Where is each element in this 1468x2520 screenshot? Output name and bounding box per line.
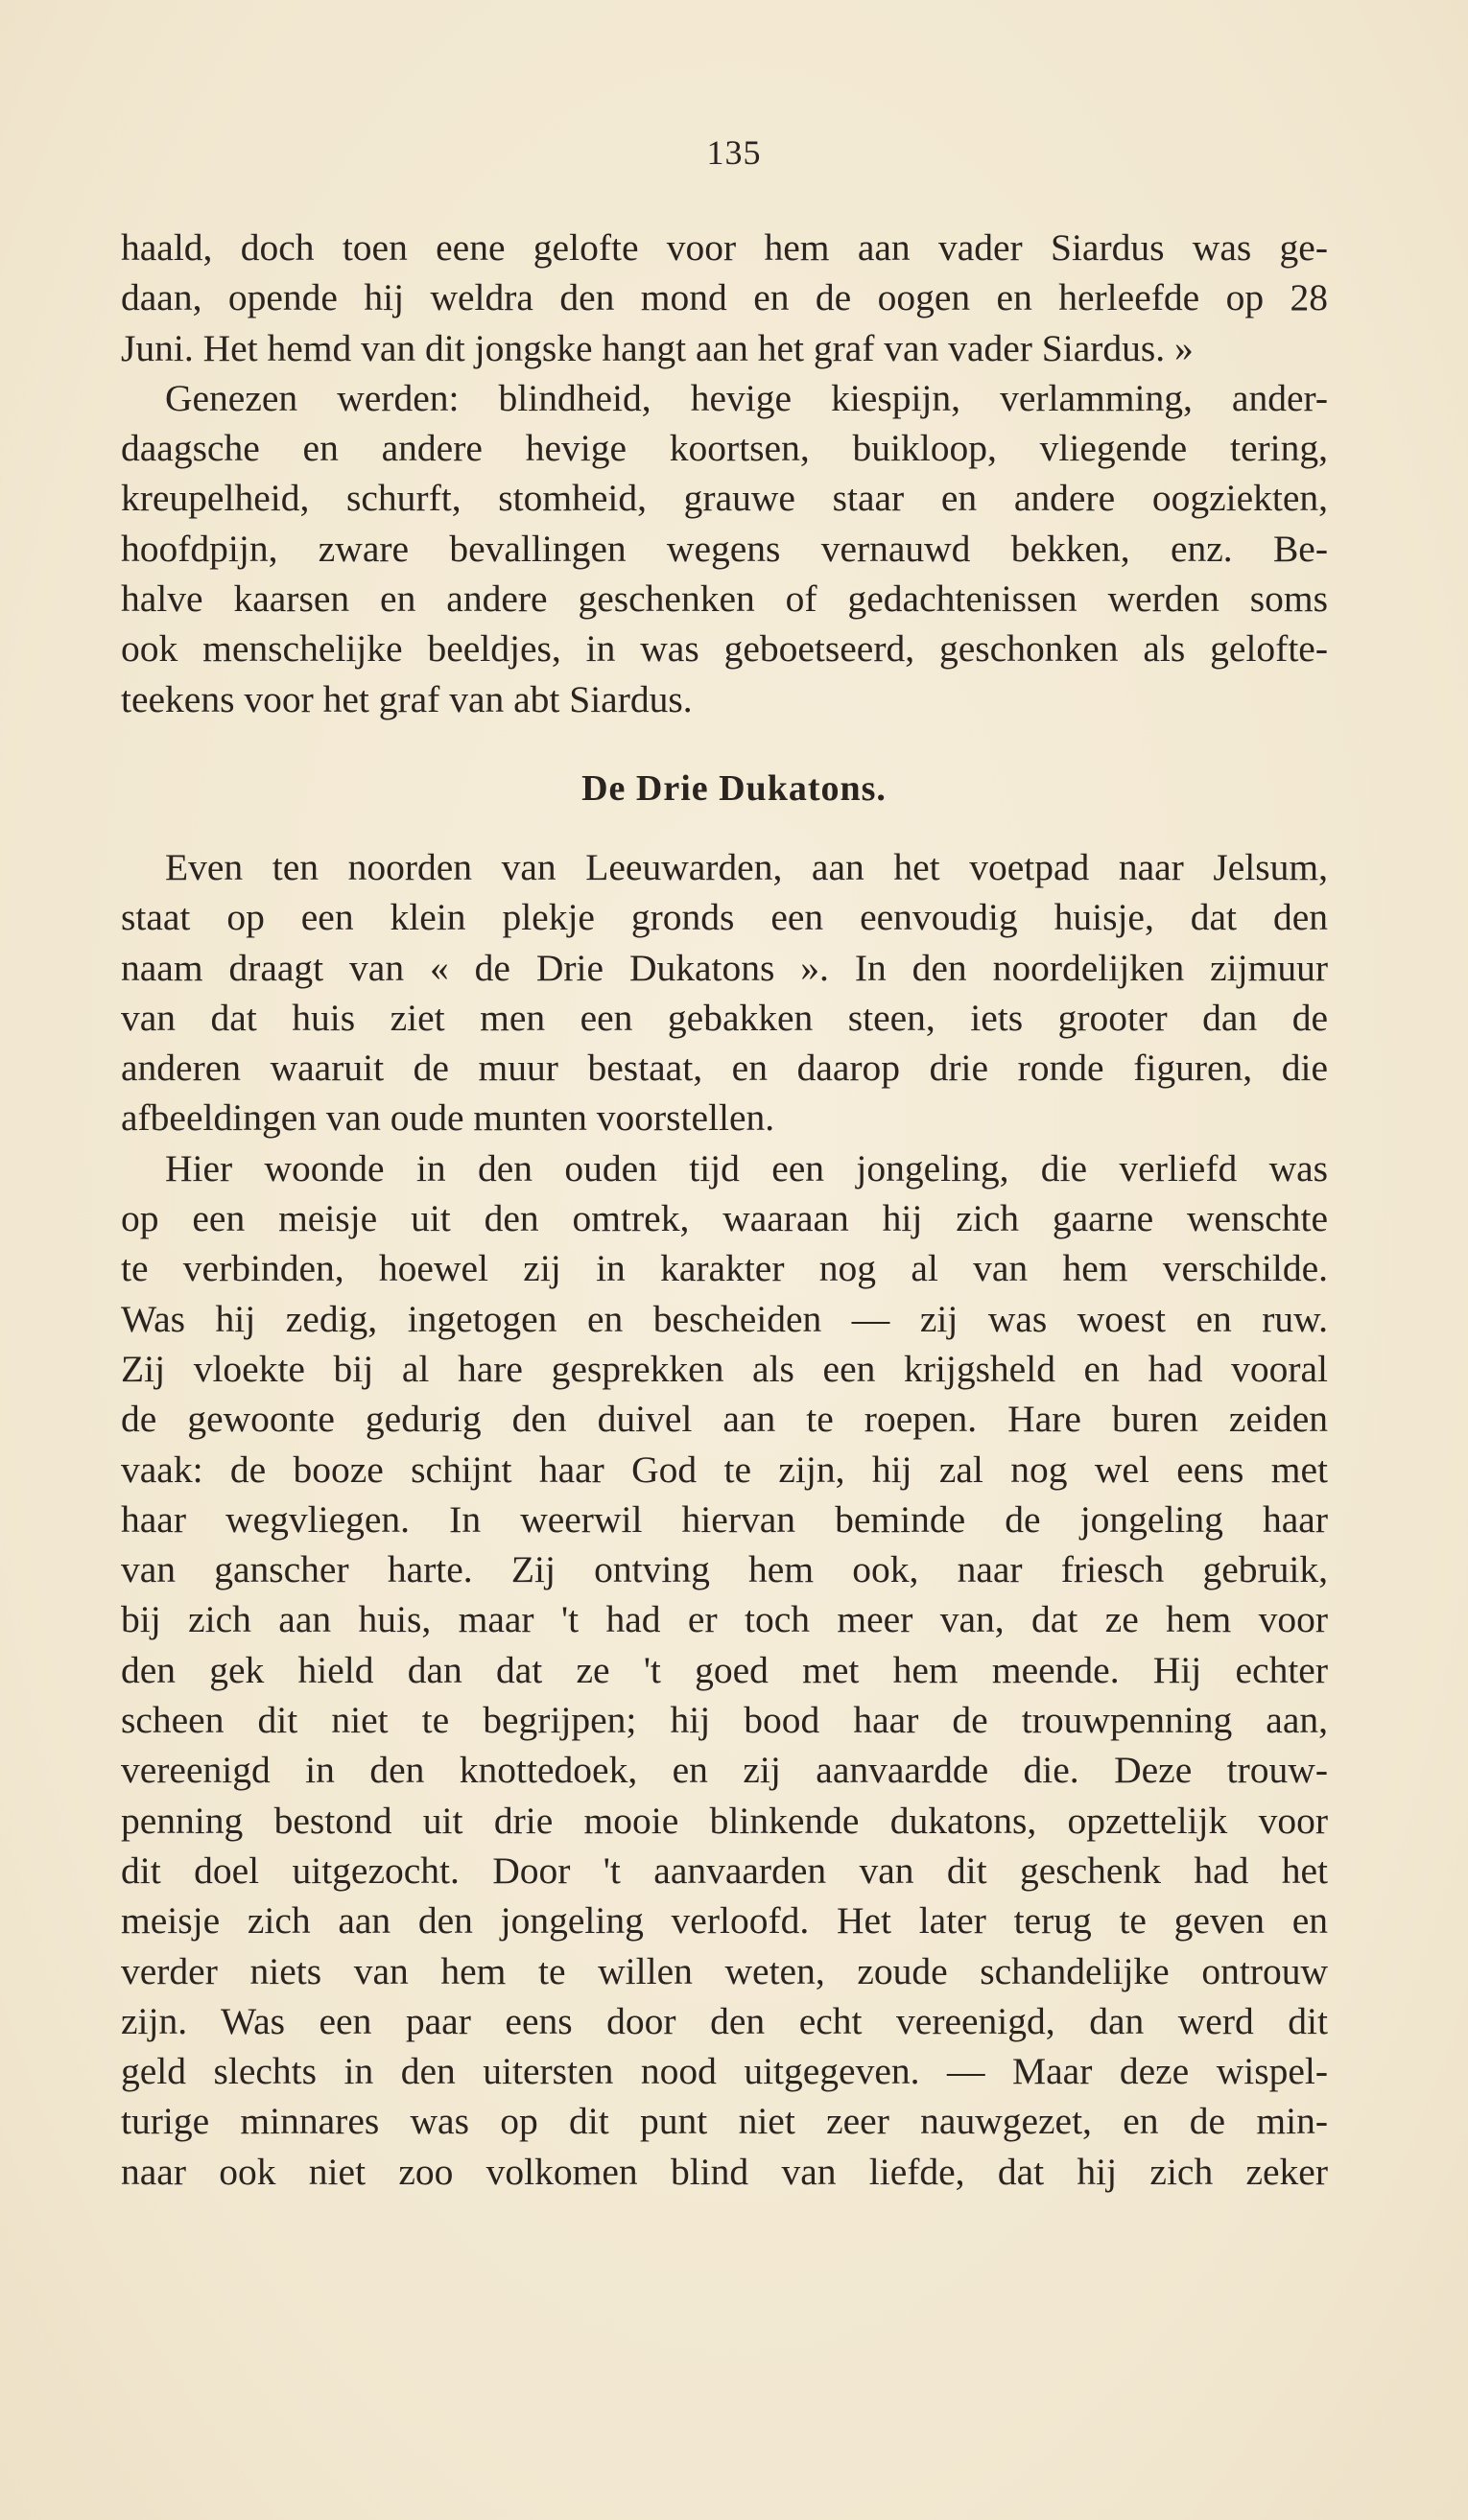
text-line: haald, doch toen eene gelofte voor hem aan vader Siardus was ge- <box>121 226 1328 269</box>
text-line: de gewoonte gedurig den duivel aan te roepen. Hare buren zeiden <box>121 1398 1328 1441</box>
text-line: verder niets van hem te willen weten, zoude schandelijke ontrouw <box>121 1949 1328 1992</box>
text-line: staat op een klein plekje gronds een eenvoudig huisje, dat den <box>121 896 1328 939</box>
text-line: halve kaarsen en andere geschenken of gedachtenissen werden soms <box>121 577 1328 621</box>
text-line: vereenigd in den knottedoek, en zij aanvaardde die. Deze trouw- <box>121 1749 1328 1792</box>
text-line: daan, opende hij weldra den mond en de oogen en herleefde op 28 <box>121 276 1328 319</box>
text-line: geld slechts in den uitersten nood uitgegeven. — Maar deze wispel- <box>121 2050 1328 2093</box>
text-line: vaak: de booze schijnt haar God te zijn, hij zal nog wel eens met <box>121 1448 1328 1491</box>
text-line: kreupelheid, schurft, stomheid, grauwe staar en andere oogziekten, <box>121 477 1328 520</box>
text-line: naar ook niet zoo volkomen blind van liefde, dat hij zich zeker <box>121 2150 1328 2193</box>
text-line: van ganscher harte. Zij ontving hem ook, naar friesch gebruik, <box>121 1548 1328 1591</box>
text-line: Even ten noorden van Leeuwarden, aan het voetpad naar Jelsum, <box>165 846 1328 888</box>
paragraph-4 <box>121 1143 1328 2197</box>
text-line: te verbinden, hoewel zij in karakter nog al van hem verschilde. <box>121 1247 1328 1290</box>
text-line: daagsche en andere hevige koortsen, buikloop, vliegende tering, <box>121 427 1328 470</box>
text-line: Genezen werden: blindheid, hevige kiespijn, verlamming, ander- <box>165 376 1328 419</box>
text-line: turige minnares was op dit punt niet zeer nauwgezet, en de min- <box>121 2100 1328 2143</box>
section-heading: De Drie Dukatons. <box>581 768 887 809</box>
text-line: Hier woonde in den ouden tijd een jongeling, die verliefd was <box>165 1146 1328 1189</box>
text-line: Zij vloekte bij al hare gesprekken als een krijgsheld en had vooral <box>121 1347 1328 1390</box>
paragraph-3 <box>121 842 1328 1143</box>
text-line: den gek hield dan dat ze 't goed met hem meende. Hij echter <box>121 1648 1328 1691</box>
text-line: dit doel uitgezocht. Door 't aanvaarden van dit geschenk had het <box>121 1849 1328 1892</box>
text-line: Juni. Het hemd van dit jongske hangt aan het graf van vader Siardus. » <box>121 326 1194 369</box>
text-line: bij zich aan huis, maar 't had er toch meer van, dat ze hem voor <box>121 1598 1328 1641</box>
text-line: haar wegvliegen. In weerwil hiervan beminde de jongeling haar <box>121 1497 1328 1541</box>
page-number: 135 <box>706 133 762 172</box>
text-line: scheen dit niet te begrijpen; hij bood haar de trouwpenning aan, <box>121 1699 1328 1742</box>
text-line: afbeeldingen van oude munten voorstellen. <box>121 1096 775 1140</box>
paragraph-2 <box>121 373 1328 724</box>
text-line: hoofdpijn, zware bevallingen wegens vernauwd bekken, enz. Be- <box>121 527 1328 570</box>
text-line: teekens voor het graf van abt Siardus. <box>121 677 693 720</box>
text-line: van dat huis ziet men een gebakken steen, iets grooter dan de <box>121 996 1328 1039</box>
paragraph-1 <box>121 223 1328 373</box>
text-line: meisje zich aan den jongeling verloofd. Het later terug te geven en <box>121 1899 1328 1943</box>
text-line: anderen waaruit de muur bestaat, en daarop drie ronde figuren, die <box>121 1047 1328 1090</box>
text-block-bottom <box>121 842 1328 2197</box>
text-line: op een meisje uit den omtrek, waaraan hij zich gaarne wenschte <box>121 1197 1328 1240</box>
text-line: ook menschelijke beeldjes, in was geboetseerd, geschonken als gelofte- <box>121 627 1328 671</box>
text-line: naam draagt van « de Drie Dukatons ». In den noordelijken zijmuur <box>121 946 1328 989</box>
text-line: zijn. Was een paar eens door den echt vereenigd, dan werd dit <box>121 1999 1328 2042</box>
text-line: Was hij zedig, ingetogen en bescheiden — zij was woest en ruw. <box>121 1297 1328 1340</box>
text-block-top <box>121 223 1328 724</box>
text-line: penning bestond uit drie mooie blinkende dukatons, opzettelijk voor <box>121 1799 1328 1842</box>
